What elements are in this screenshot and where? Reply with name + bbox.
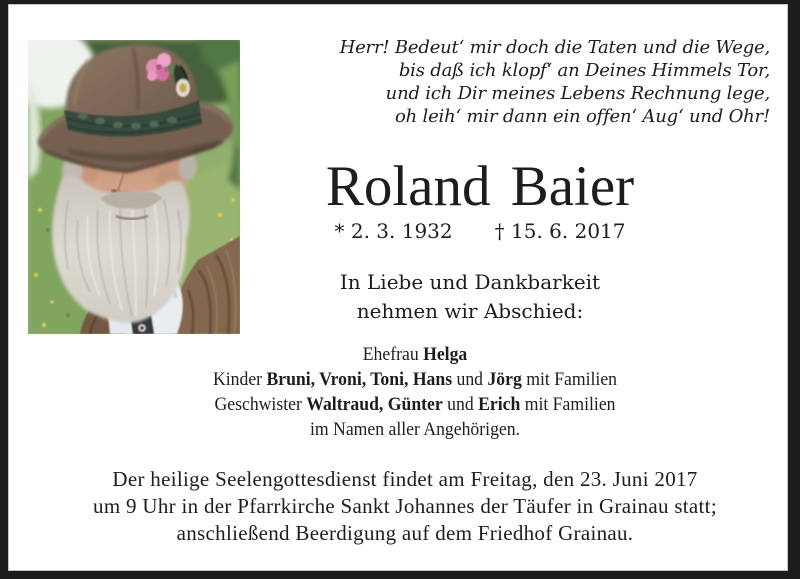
mourners-line: Geschwister Waltraud, Günter und Erich mit Familien [214,394,616,415]
birth-date: * 2. 3. 1932 [334,219,453,243]
memorial-verse [340,36,770,128]
life-dates [240,220,720,243]
farewell-text [240,268,700,326]
verse-line: Herr! Bedeut‘ mir doch die Taten und die Wege, [339,37,770,58]
mourners-line: Ehefrau Helga [362,344,468,365]
mourners-list [57,342,773,442]
service-line: Der heilige Seelengottesdienst findet am Freitag, den 23. Juni 2017 [112,467,698,491]
portrait-photo [28,40,240,334]
verse-line: oh leih‘ mir dann ein offen‘ Aug‘ und Ohr! [394,106,770,127]
service-announcement [10,466,800,547]
deceased-name: Roland Baier [325,155,635,218]
farewell-line: nehmen wir Abschied: [356,299,584,323]
service-line: um 9 Uhr in der Pfarrkirche Sankt Johannes der Täufer in Grainau statt; [93,494,717,518]
farewell-line: In Liebe und Dankbarkeit [339,270,601,294]
verse-line: bis daß ich klopf‘ an Deines Himmels Tor, [398,60,770,81]
verse-line: und ich Dir meines Lebens Rechnung lege, [385,83,770,104]
service-line: anschließend Beerdigung auf dem Friedhof Grainau. [176,521,634,545]
man-portrait-illustration [28,40,240,334]
mourners-line: Kinder Bruni, Vroni, Toni, Hans und Jörg mit Familien [212,369,618,390]
mourners-line: im Namen aller Angehörigen. [309,419,521,440]
death-date: † 15. 6. 2017 [494,219,626,243]
